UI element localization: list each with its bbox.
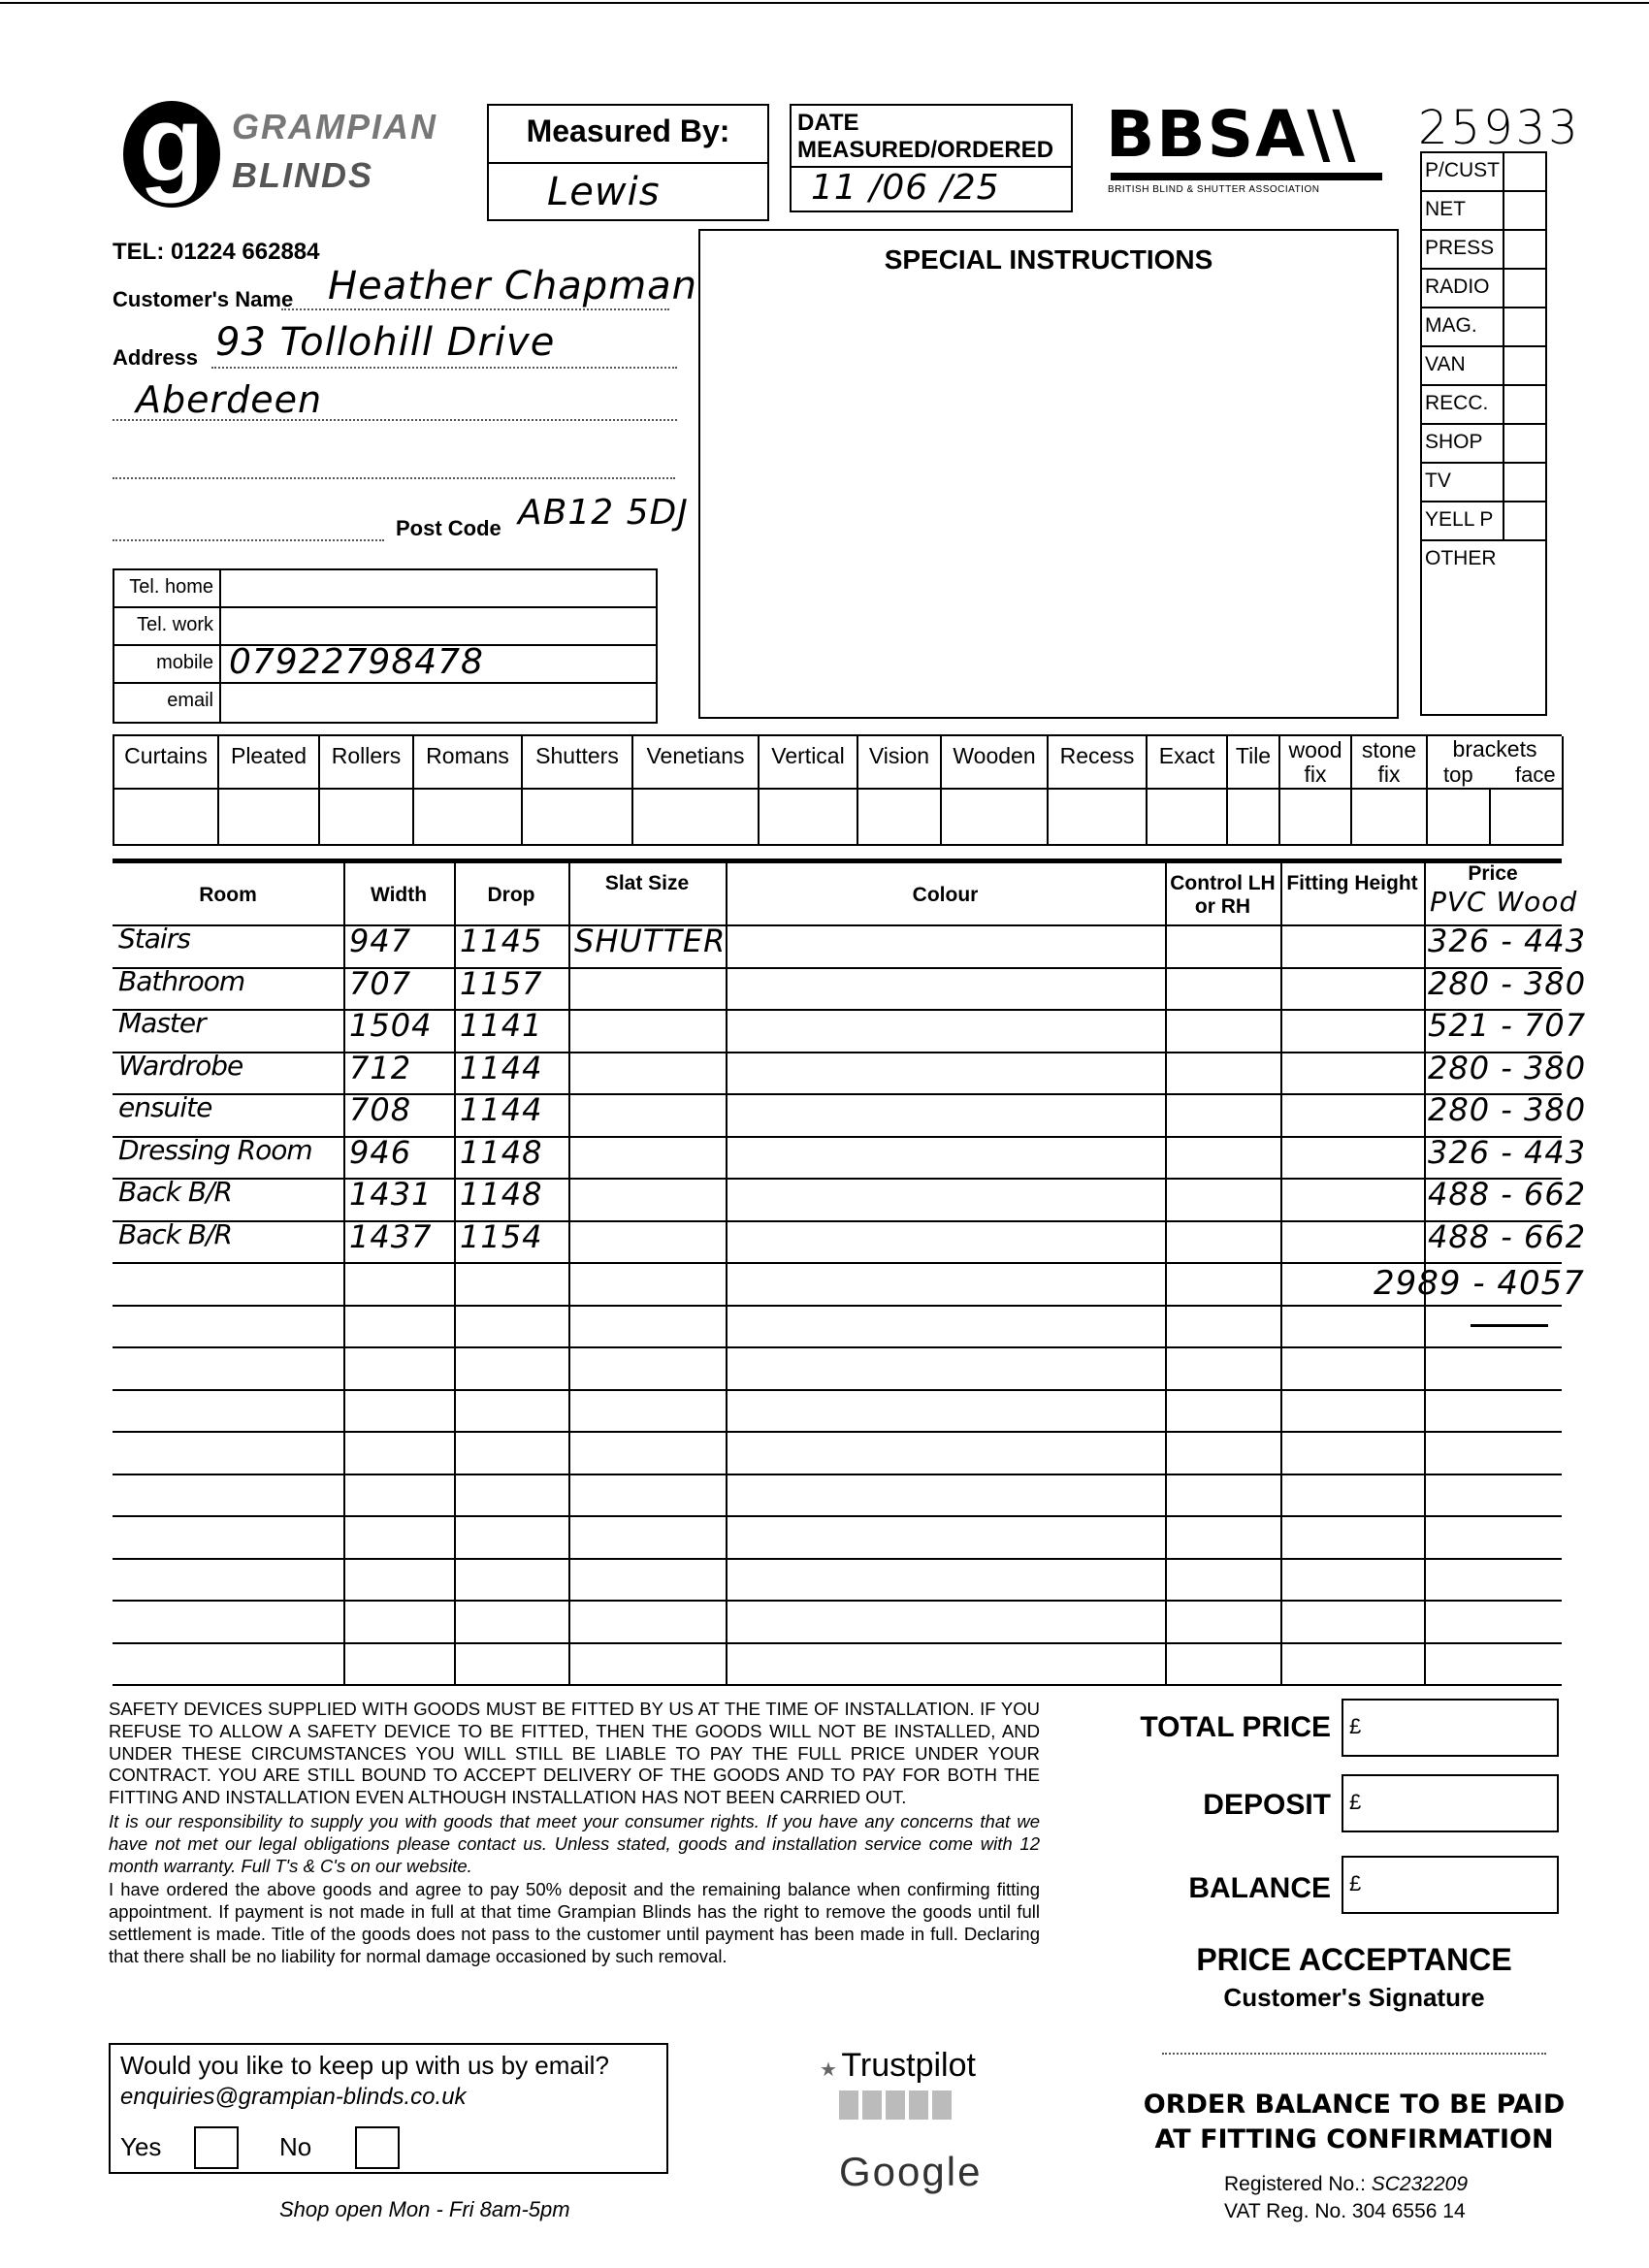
measured-by-box — [487, 104, 769, 221]
contact-row — [114, 608, 656, 646]
row-divider — [113, 1642, 1562, 1644]
measured-by-label: Measured By: — [526, 113, 730, 148]
row-divider — [113, 1558, 1562, 1560]
postcode-lead-line — [113, 539, 384, 541]
email-yes-label: Yes — [120, 2132, 162, 2161]
lead-source-checkbox[interactable] — [1503, 501, 1545, 541]
column-divider — [1165, 862, 1167, 1684]
blind-type-header-shutters: Shutters — [523, 736, 633, 790]
column-header-width: Width — [370, 884, 428, 906]
row-divider — [113, 1136, 1562, 1138]
column-header-price: Price — [1468, 862, 1518, 885]
cell-room[interactable]: ensuite — [118, 1091, 212, 1123]
row-divider — [113, 1346, 1562, 1348]
email-no-label: No — [279, 2132, 312, 2161]
deposit-label: DEPOSIT — [1203, 1789, 1331, 1821]
postcode-label: Post Code — [396, 516, 501, 540]
lead-source-row — [1422, 541, 1545, 714]
scan-edge-line — [0, 2, 1649, 4]
blind-type-checkbox[interactable] — [633, 790, 760, 846]
blind-type-checkbox[interactable] — [1049, 790, 1148, 846]
cell-drop[interactable]: 1144 — [460, 1091, 543, 1128]
cell-price[interactable]: 280 - 380 — [1428, 1091, 1587, 1128]
cell-drop[interactable]: 1148 — [460, 1133, 543, 1171]
cell-price[interactable]: 488 - 662 — [1428, 1217, 1587, 1255]
lead-source-row — [1422, 153, 1545, 192]
currency-icon: £ — [1349, 1714, 1362, 1738]
lead-source-checkbox[interactable] — [1503, 307, 1545, 347]
total-price-label: TOTAL PRICE — [1140, 1711, 1331, 1743]
logo-g-icon: g — [123, 101, 220, 208]
cell-drop[interactable]: 1157 — [460, 964, 543, 1002]
lead-source-label: PRESS — [1425, 237, 1495, 259]
registered-value: SC232209 — [1371, 2173, 1468, 2195]
lead-source-label: MAG. — [1425, 314, 1477, 337]
cell-room[interactable]: Stairs — [118, 923, 190, 955]
company-name-line2: BLINDS — [232, 155, 373, 195]
cell-drop[interactable]: 1145 — [460, 923, 543, 959]
trustpilot-badge — [820, 2047, 976, 2120]
lead-source-row — [1422, 347, 1545, 386]
brackets-header: brackets — [1428, 736, 1564, 790]
email-address: enquiries@grampian-blinds.co.uk — [120, 2084, 467, 2110]
order-balance-line1: ORDER BALANCE TO BE PAID — [1143, 2090, 1566, 2120]
bbsa-name: BRITISH BLIND & SHUTTER ASSOCIATION — [1108, 184, 1320, 195]
balance-label: BALANCE — [1188, 1872, 1331, 1904]
blind-type-header-vertical: Vertical — [760, 736, 858, 790]
cell-width[interactable]: 708 — [349, 1091, 412, 1128]
lead-source-checkbox[interactable] — [1503, 345, 1545, 386]
trustpilot-star-icon: ★ — [820, 2059, 837, 2081]
cell-drop[interactable]: 1144 — [460, 1049, 543, 1086]
form-number: 25933 — [1418, 101, 1581, 155]
lead-source-label: P/CUST — [1425, 159, 1501, 181]
cell-price[interactable]: 326 - 443 — [1428, 1133, 1587, 1171]
cell-drop[interactable]: 1148 — [460, 1176, 543, 1213]
column-header-control-lh-or-rh: Control LH or RH — [1170, 872, 1276, 919]
column-header-drop: Drop — [487, 884, 535, 906]
blind-type-checkbox[interactable] — [942, 790, 1049, 846]
measurements-table — [113, 859, 1587, 1683]
deposit-terms: I have ordered the above goods and agree to pay 50% deposit and the remaining balance when confirming fitting appointment. If payment is not made in full at that time Grampian Blinds has the right to remove the goods until full settlement is made. Title of the goods does not pass to the customer until payment has been made in full. Declaring that there shall be no liability for normal damage occasioned by such removal. — [109, 1879, 1040, 1966]
cell-width[interactable]: 1437 — [349, 1217, 433, 1255]
row-divider — [113, 1305, 1562, 1307]
row-divider — [113, 1220, 1562, 1222]
date-value[interactable]: 11 /06 /25 — [811, 168, 1000, 208]
lead-source-checkbox[interactable] — [1503, 229, 1545, 270]
lead-source-checkbox[interactable] — [1503, 268, 1545, 308]
column-divider — [726, 862, 728, 1684]
column-header-colour: Colour — [912, 884, 979, 906]
blind-type-checkbox[interactable] — [320, 790, 414, 846]
bbsa-bar — [1111, 173, 1382, 180]
lead-source-checkbox[interactable] — [1503, 423, 1545, 464]
customer-name-line — [281, 308, 669, 310]
lead-source-label: VAN — [1425, 353, 1466, 375]
divider — [489, 162, 767, 164]
legal-text-block — [109, 1699, 1040, 1968]
cell-room[interactable]: Back B/R — [118, 1176, 232, 1208]
blind-type-header-venetians: Venetians — [633, 736, 760, 790]
total-underline — [1471, 1324, 1548, 1327]
lead-source-label: RADIO — [1425, 275, 1490, 298]
row-divider — [113, 1389, 1562, 1391]
lead-source-list — [1420, 151, 1547, 716]
blind-type-checkbox[interactable] — [858, 790, 942, 846]
blind-type-checkbox[interactable] — [1148, 790, 1228, 846]
row-divider — [113, 1474, 1562, 1475]
company-tel: TEL: 01224 662884 — [113, 239, 320, 265]
total-price-field[interactable] — [1342, 1699, 1559, 1757]
column-header-room: Room — [199, 884, 257, 906]
row-divider — [113, 1009, 1562, 1011]
order-balance-line2: AT FITTING CONFIRMATION — [1154, 2124, 1554, 2155]
address-line2-value[interactable]: Aberdeen — [136, 378, 323, 421]
postcode-value[interactable]: AB12 5DJ — [518, 493, 689, 533]
date-box — [790, 104, 1073, 212]
blind-type-header-stone-fix: stone fix — [1352, 736, 1428, 790]
cell-room[interactable]: Back B/R — [118, 1217, 232, 1250]
blind-type-header-tile: Tile — [1228, 736, 1280, 790]
table-top-rule — [113, 859, 1562, 863]
blind-type-header-vision: Vision — [858, 736, 942, 790]
blind-type-header-recess: Recess — [1049, 736, 1148, 790]
currency-icon: £ — [1349, 1790, 1362, 1814]
bbsa-logo: BBSA\\ — [1106, 97, 1358, 172]
cell-width[interactable]: 947 — [349, 923, 412, 959]
bracket-face-checkbox[interactable] — [1491, 790, 1564, 846]
blind-type-checkbox[interactable] — [114, 790, 219, 846]
trustpilot-label: Trustpilot — [841, 2047, 976, 2084]
row-divider — [113, 924, 1562, 926]
row-divider — [113, 1684, 1562, 1686]
balance-field[interactable] — [1342, 1856, 1559, 1914]
lead-source-row — [1422, 308, 1545, 347]
cell-price[interactable]: 488 - 662 — [1428, 1176, 1587, 1213]
customer-name-label: Customer's Name — [113, 287, 294, 311]
lead-source-checkbox[interactable] — [1503, 462, 1545, 502]
email-yes-checkbox[interactable] — [194, 2126, 239, 2169]
customer-signature-label: Customer's Signature — [1223, 1983, 1485, 2012]
column-divider — [454, 862, 456, 1684]
row-divider — [113, 1052, 1562, 1053]
bracket-top-checkbox[interactable] — [1428, 790, 1491, 846]
lead-source-checkbox[interactable] — [1503, 151, 1545, 192]
lead-source-label: OTHER — [1425, 547, 1497, 569]
contact-label: Tel. work — [114, 608, 221, 646]
column-header-slat-size: Slat Size — [604, 872, 690, 894]
column-header-fitting-height: Fitting Height — [1286, 872, 1418, 894]
blind-type-header-wood-fix: wood fix — [1280, 736, 1352, 790]
blind-type-header-rollers: Rollers — [320, 736, 414, 790]
blind-type-checkbox[interactable] — [1280, 790, 1352, 846]
row-divider — [113, 1431, 1562, 1433]
blind-types-table — [113, 734, 1562, 846]
cell-price[interactable]: 280 - 380 — [1428, 964, 1587, 1002]
contact-label: mobile — [114, 646, 221, 684]
email-optin-question: Would you like to keep up with us by email? — [120, 2051, 609, 2080]
lead-source-label: NET — [1425, 198, 1466, 220]
company-name-line1: GRAMPIAN — [232, 107, 437, 146]
cell-room[interactable]: Bathroom — [118, 964, 245, 997]
special-instructions-box[interactable] — [698, 229, 1399, 719]
blind-type-checkbox[interactable] — [1352, 790, 1428, 846]
shop-hours: Shop open Mon - Fri 8am-5pm — [279, 2197, 570, 2221]
blind-type-checkbox[interactable] — [523, 790, 633, 846]
brackets-face-label: face — [1515, 762, 1556, 787]
company-logo — [115, 84, 465, 208]
contact-table — [113, 568, 658, 724]
google-badge: Google — [839, 2149, 983, 2194]
row-divider — [113, 1515, 1562, 1517]
trustpilot-rating-icon — [839, 2090, 955, 2120]
lead-source-row — [1422, 386, 1545, 425]
row-divider — [113, 1178, 1562, 1180]
lead-source-label: RECC. — [1425, 392, 1489, 414]
brackets-top-label: top — [1443, 762, 1473, 787]
lead-source-row — [1422, 502, 1545, 541]
cell-room[interactable]: Dressing Room — [118, 1133, 312, 1166]
cell-width[interactable]: 946 — [349, 1133, 412, 1171]
date-label-line1: DATE — [797, 110, 859, 136]
email-optin-box — [109, 2043, 668, 2174]
lead-source-label: SHOP — [1425, 431, 1483, 453]
address-line1-value[interactable]: 93 Tollohill Drive — [215, 320, 556, 365]
lead-source-row — [1422, 192, 1545, 231]
cell-width[interactable]: 707 — [349, 964, 412, 1002]
blind-type-checkbox[interactable] — [1228, 790, 1280, 846]
blind-type-checkbox[interactable] — [414, 790, 523, 846]
date-label-line2: MEASURED/ORDERED — [797, 137, 1054, 163]
blind-type-checkbox[interactable] — [760, 790, 858, 846]
contact-row — [114, 642, 656, 684]
contact-row — [114, 570, 656, 608]
address-line-3 — [113, 477, 675, 479]
row-divider — [113, 967, 1562, 969]
column-divider — [1280, 862, 1282, 1684]
cell-price[interactable]: 521 - 707 — [1428, 1007, 1587, 1044]
blind-type-header-pleated: Pleated — [219, 736, 320, 790]
cell-slat[interactable]: SHUTTER — [574, 923, 727, 959]
deposit-field[interactable] — [1342, 1774, 1559, 1832]
cell-room[interactable]: Master — [118, 1007, 206, 1039]
row-divider — [113, 1600, 1562, 1602]
cell-width[interactable]: 1431 — [349, 1176, 433, 1213]
lead-source-checkbox[interactable] — [1503, 384, 1545, 425]
contact-label: email — [114, 684, 221, 722]
cell-width[interactable]: 712 — [349, 1049, 412, 1086]
contact-label: Tel. home — [114, 570, 221, 608]
email-no-checkbox[interactable] — [355, 2126, 400, 2169]
currency-icon: £ — [1349, 1871, 1362, 1895]
lead-source-row — [1422, 425, 1545, 464]
consumer-rights-notice: It is our responsibility to supply you with goods that meet your consumer rights. If you have any concerns that we have not met our legal obligations please contact us. Unless stated, goods and installation service come with 12 month warranty. Full T's & C's on our website. — [109, 1810, 1040, 1876]
cell-price[interactable]: 280 - 380 — [1428, 1049, 1587, 1086]
measured-by-value[interactable]: Lewis — [547, 170, 661, 214]
vat-number: VAT Reg. No. 304 6556 14 — [1224, 2200, 1466, 2222]
cell-room[interactable]: Wardrobe — [118, 1049, 243, 1082]
cell-price[interactable]: 326 - 443 — [1428, 923, 1587, 959]
registered-label: Registered No.: — [1224, 2173, 1366, 2195]
signature-line[interactable] — [1162, 2053, 1546, 2055]
price-acceptance-title: PRICE ACCEPTANCE — [1196, 1942, 1512, 1977]
row-divider — [113, 1093, 1562, 1095]
blind-type-header-curtains: Curtains — [114, 736, 219, 790]
column-divider — [343, 862, 345, 1684]
blind-type-header-romans: Romans — [414, 736, 523, 790]
address-label: Address — [113, 345, 199, 370]
blind-type-header-wooden: Wooden — [942, 736, 1049, 790]
address-line-1 — [211, 367, 677, 369]
special-instructions-title: SPECIAL INSTRUCTIONS — [884, 244, 1213, 275]
cell-drop[interactable]: 1154 — [460, 1217, 543, 1255]
contact-value[interactable]: 07922798478 — [229, 642, 484, 682]
column-divider — [568, 862, 570, 1684]
lead-source-label: TV — [1425, 470, 1451, 492]
lead-source-checkbox[interactable] — [1503, 190, 1545, 231]
lead-source-row — [1422, 464, 1545, 502]
handwritten-total[interactable]: 2989 - 4057 — [1374, 1264, 1585, 1303]
price-subheader: PVC Wood — [1430, 886, 1578, 918]
blind-type-checkbox[interactable] — [219, 790, 320, 846]
registered-number — [1224, 2173, 1468, 2196]
lead-source-label: YELL P — [1425, 508, 1494, 531]
cell-drop[interactable]: 1141 — [460, 1007, 543, 1044]
contact-row — [114, 684, 656, 722]
blind-type-header-exact: Exact — [1148, 736, 1228, 790]
lead-source-row — [1422, 270, 1545, 308]
lead-source-row — [1422, 231, 1545, 270]
customer-name-value[interactable]: Heather Chapman — [328, 264, 698, 308]
row-divider — [113, 1262, 1562, 1264]
safety-notice: SAFETY DEVICES SUPPLIED WITH GOODS MUST BE FITTED BY US AT THE TIME OF INSTALLATION. IF YOU REFUSE TO ALLOW A SAFETY DEVICE TO BE FITTED, THEN THE GOODS WILL NOT BE INSTALLED, AND UNDER THESE CIRCUMSTANCES YOU WILL STILL BE LIABLE TO PAY THE FULL PRICE UNDER YOUR CONTRACT. YOU ARE STILL BOUND TO ACCEPT DELIVERY OF THE GOODS AND TO PAY FOR BOTH THE FITTING AND INSTALLATION EVEN ALTHOUGH INSTALLATION HAS NOT BEEN CARRIED OUT. — [109, 1699, 1040, 1808]
cell-width[interactable]: 1504 — [349, 1007, 433, 1044]
